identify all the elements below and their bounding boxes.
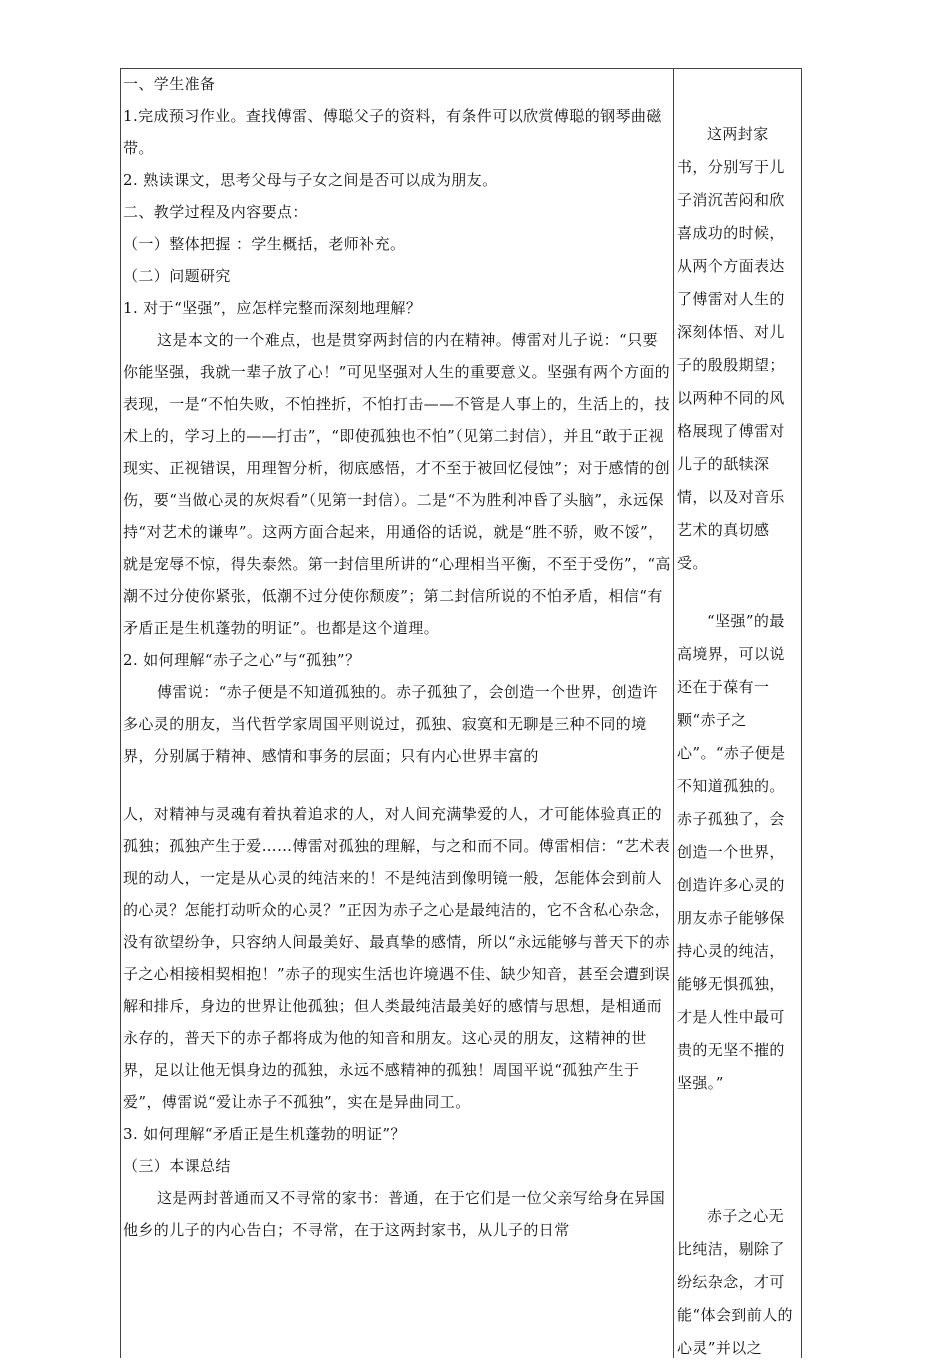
page-gap — [123, 772, 671, 798]
question-1: 1. 对于“坚强”，应怎样完整而深刻地理解？ — [123, 299, 422, 317]
summary-paragraph: 这是两封普通而又不寻常的家书：普通，在于它们是一位父亲写给身在异国他乡的儿子的内心告白；不寻常，在于这两封家书，从儿子的日常 — [123, 1189, 666, 1239]
question-3: 3. 如何理解“矛盾正是生机蓬勃的明证”？ — [123, 1125, 406, 1143]
prep-item-2: 2. 熟读课文，思考父母与子女之间是否可以成为朋友。 — [123, 171, 498, 189]
section-heading-teaching-process: 二、教学过程及内容要点： — [123, 203, 308, 221]
side-note-1: 这两封家书，分别写于儿子消沉苦闷和欣喜成功的时候，从两个方面表达了傅雷对人生的深刻体悟、对儿子的殷殷期望；以两种不同的风格展现了傅雷对儿子的舐犊深情，以及对音乐艺术的真切感受。 — [677, 125, 785, 572]
subsection-problem-study: （二）问题研究 — [123, 267, 231, 285]
answer-2-paragraph-part1: 傅雷说：“赤子便是不知道孤独的。赤子孤独了，会创造一个世界，创造许多心灵的朋友，当代哲学家周国平则说过，孤独、寂寞和无聊是三种不同的境界，分别属于精神、感情和事务的层面；只有内心世界丰富的 — [123, 683, 658, 765]
side-notes-column — [677, 118, 799, 1365]
question-2: 2. 如何理解“赤子之心”与“孤独”？ — [123, 651, 361, 669]
prep-item-1: 1.完成预习作业。查找傅雷、傅聪父子的资料，有条件可以欣赏傅聪的钢琴曲磁带。 — [123, 107, 662, 157]
answer-1-paragraph: 这是本文的一个难点，也是贯穿两封信的内在精神。傅雷对儿子说：“只要你能坚强，我就一辈子放了心！”可见坚强对人生的重要意义。坚强有两个方面的表现，一是“不怕失败，不怕挫折，不怕打击——不管是人事上的，生活上的，技术上的，学习上的——打击”，“即使孤独也不怕”（见第二封信），并且“敢于正视现实、正视错误，用理智分析，彻底感悟，才不至于被回忆侵蚀”；对于感情的创伤，要“当做心灵的灰烬看”（见第一封信）。二是“不为胜利冲昏了头脑”，永远保持“对艺术的谦卑”。这两方面合起来，用通俗的话说，就是“胜不骄，败不馁”，就是宠辱不惊，得失泰然。第一封信里所讲的“心理相当平衡，不至于受伤”，“高潮不过分使你紧张，低潮不过分使你颓废”；第二封信所说的不怕矛盾，相信“有矛盾正是生机蓬勃的明证”。也都是这个道理。 — [123, 331, 671, 637]
side-note-3: 赤子之心无比纯洁，剔除了纷纭杂念，才可能“体会到前人的心灵”并以之 — [677, 1207, 793, 1357]
column-divider — [673, 68, 674, 1358]
subsection-overall: （一）整体把握 ：学生概括，老师补充。 — [123, 235, 406, 253]
main-column — [123, 68, 671, 1246]
subsection-summary: （三）本课总结 — [123, 1157, 231, 1175]
side-note-2: “坚强”的最高境界，可以说还在于葆有一颗“赤子之心”。“赤子便是不知道孤独的。赤子孤独了，会创造一个世界，创造许多心灵的朋友赤子能够保持心灵的纯洁，能够无惧孤独，才是人性中最可贵的无坚不摧的坚强。” — [677, 612, 786, 1092]
answer-2-paragraph-part2: 人，对精神与灵魂有着执着追求的人，对人间充满挚爱的人，才可能体验真正的孤独；孤独产生于爱……傅雷对孤独的理解，与之和而不同。傅雷相信：“艺术表现的动人，一定是从心灵的纯洁来的！不是纯洁到像明镜一般，怎能体会到前人的心灵？怎能打动听众的心灵？”正因为赤子之心是最纯洁的，它不含私心杂念，没有欲望纷争，只容纳人间最美好、最真挚的感情，所以“永远能够与普天下的赤子之心相接相契相抱！”赤子的现实生活也许境遇不佳、缺少知音，甚至会遭到误解和排斥，身边的世界让他孤独；但人类最纯洁最美好的感情与思想，是相通而永存的，普天下的赤子都将成为他的知音和朋友。这心灵的朋友，这精神的世界，足以让他无惧身边的孤独，永远不感精神的孤独！周国平说“孤独产生于爱”，傅雷说“爱让赤子不孤独”，实在是异曲同工。 — [123, 805, 671, 1111]
section-heading-student-prep: 一、学生准备 — [123, 75, 216, 93]
